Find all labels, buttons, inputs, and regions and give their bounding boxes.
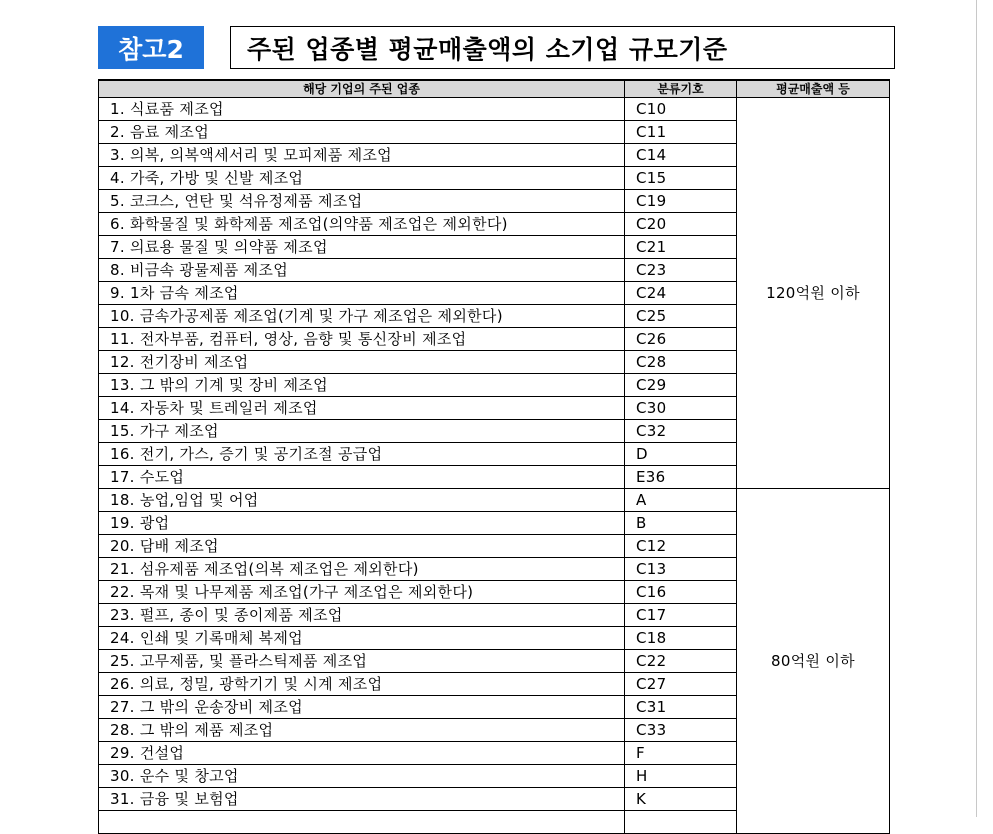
code-cell: B bbox=[625, 512, 737, 535]
industry-cell: 30. 운수 및 창고업 bbox=[99, 765, 625, 788]
code-cell: C24 bbox=[625, 282, 737, 305]
page-title: 주된 업종별 평균매출액의 소기업 규모기준 bbox=[247, 34, 728, 64]
industry-cell: 8. 비금속 광물제품 제조업 bbox=[99, 259, 625, 282]
industry-cell: 24. 인쇄 및 기록매체 복제업 bbox=[99, 627, 625, 650]
industry-cell: 16. 전기, 가스, 증기 및 공기조절 공급업 bbox=[99, 443, 625, 466]
industry-cell: 9. 1차 금속 제조업 bbox=[99, 282, 625, 305]
code-cell: C11 bbox=[625, 121, 737, 144]
industry-cell: 23. 펄프, 종이 및 종이제품 제조업 bbox=[99, 604, 625, 627]
empty-cell bbox=[625, 811, 737, 834]
industry-cell: 25. 고무제품, 및 플라스틱제품 제조업 bbox=[99, 650, 625, 673]
code-cell: C23 bbox=[625, 259, 737, 282]
industry-cell: 3. 의복, 의복액세서리 및 모피제품 제조업 bbox=[99, 144, 625, 167]
code-cell: C22 bbox=[625, 650, 737, 673]
code-cell: C28 bbox=[625, 351, 737, 374]
code-cell: H bbox=[625, 765, 737, 788]
industry-cell: 22. 목재 및 나무제품 제조업(가구 제조업은 제외한다) bbox=[99, 581, 625, 604]
code-cell: C12 bbox=[625, 535, 737, 558]
industry-cell: 17. 수도업 bbox=[99, 466, 625, 489]
code-cell: D bbox=[625, 443, 737, 466]
industry-cell: 29. 건설업 bbox=[99, 742, 625, 765]
industry-cell: 11. 전자부품, 컴퓨터, 영상, 음향 및 통신장비 제조업 bbox=[99, 328, 625, 351]
header-revenue: 평균매출액 등 bbox=[737, 80, 890, 98]
code-cell: A bbox=[625, 489, 737, 512]
code-cell: C30 bbox=[625, 397, 737, 420]
page-edge bbox=[976, 0, 977, 817]
code-cell: C18 bbox=[625, 627, 737, 650]
code-cell: C15 bbox=[625, 167, 737, 190]
code-cell: C14 bbox=[625, 144, 737, 167]
revenue-band-cell: 80억원 이하 bbox=[737, 489, 890, 834]
industry-cell: 4. 가죽, 가방 및 신발 제조업 bbox=[99, 167, 625, 190]
header-industry: 해당 기업의 주된 업종 bbox=[99, 80, 625, 98]
industry-cell: 10. 금속가공제품 제조업(기계 및 가구 제조업은 제외한다) bbox=[99, 305, 625, 328]
code-cell: C10 bbox=[625, 98, 737, 121]
table-row bbox=[99, 489, 890, 512]
code-cell: F bbox=[625, 742, 737, 765]
reference-badge: 참고2 bbox=[98, 26, 204, 69]
industry-cell: 2. 음료 제조업 bbox=[99, 121, 625, 144]
code-cell: E36 bbox=[625, 466, 737, 489]
industry-cell: 14. 자동차 및 트레일러 제조업 bbox=[99, 397, 625, 420]
industry-cell: 18. 농업,임업 및 어업 bbox=[99, 489, 625, 512]
industry-cell: 28. 그 밖의 제품 제조업 bbox=[99, 719, 625, 742]
industry-cell: 6. 화학물질 및 화학제품 제조업(의약품 제조업은 제외한다) bbox=[99, 213, 625, 236]
code-cell: C20 bbox=[625, 213, 737, 236]
code-cell: C33 bbox=[625, 719, 737, 742]
industry-cell: 15. 가구 제조업 bbox=[99, 420, 625, 443]
code-cell: C32 bbox=[625, 420, 737, 443]
code-cell: C29 bbox=[625, 374, 737, 397]
industry-cell: 31. 금융 및 보험업 bbox=[99, 788, 625, 811]
industry-cell: 7. 의료용 물질 및 의약품 제조업 bbox=[99, 236, 625, 259]
table-row bbox=[99, 98, 890, 121]
header-code: 분류기호 bbox=[625, 80, 737, 98]
table-header-row bbox=[99, 80, 890, 98]
code-cell: C17 bbox=[625, 604, 737, 627]
code-cell: K bbox=[625, 788, 737, 811]
code-cell: C19 bbox=[625, 190, 737, 213]
industry-cell: 5. 코크스, 연탄 및 석유정제품 제조업 bbox=[99, 190, 625, 213]
code-cell: C13 bbox=[625, 558, 737, 581]
code-cell: C31 bbox=[625, 696, 737, 719]
industry-cell: 21. 섬유제품 제조업(의복 제조업은 제외한다) bbox=[99, 558, 625, 581]
title-box bbox=[230, 26, 895, 69]
industry-cell: 1. 식료품 제조업 bbox=[99, 98, 625, 121]
industry-cell: 27. 그 밖의 운송장비 제조업 bbox=[99, 696, 625, 719]
code-cell: C26 bbox=[625, 328, 737, 351]
industry-size-table bbox=[98, 79, 890, 834]
revenue-band-cell: 120억원 이하 bbox=[737, 98, 890, 489]
industry-cell: 20. 담배 제조업 bbox=[99, 535, 625, 558]
code-cell: C27 bbox=[625, 673, 737, 696]
code-cell: C16 bbox=[625, 581, 737, 604]
code-cell: C21 bbox=[625, 236, 737, 259]
empty-cell bbox=[99, 811, 625, 834]
industry-cell: 13. 그 밖의 기계 및 장비 제조업 bbox=[99, 374, 625, 397]
industry-cell: 12. 전기장비 제조업 bbox=[99, 351, 625, 374]
code-cell: C25 bbox=[625, 305, 737, 328]
industry-cell: 19. 광업 bbox=[99, 512, 625, 535]
industry-cell: 26. 의료, 정밀, 광학기기 및 시계 제조업 bbox=[99, 673, 625, 696]
